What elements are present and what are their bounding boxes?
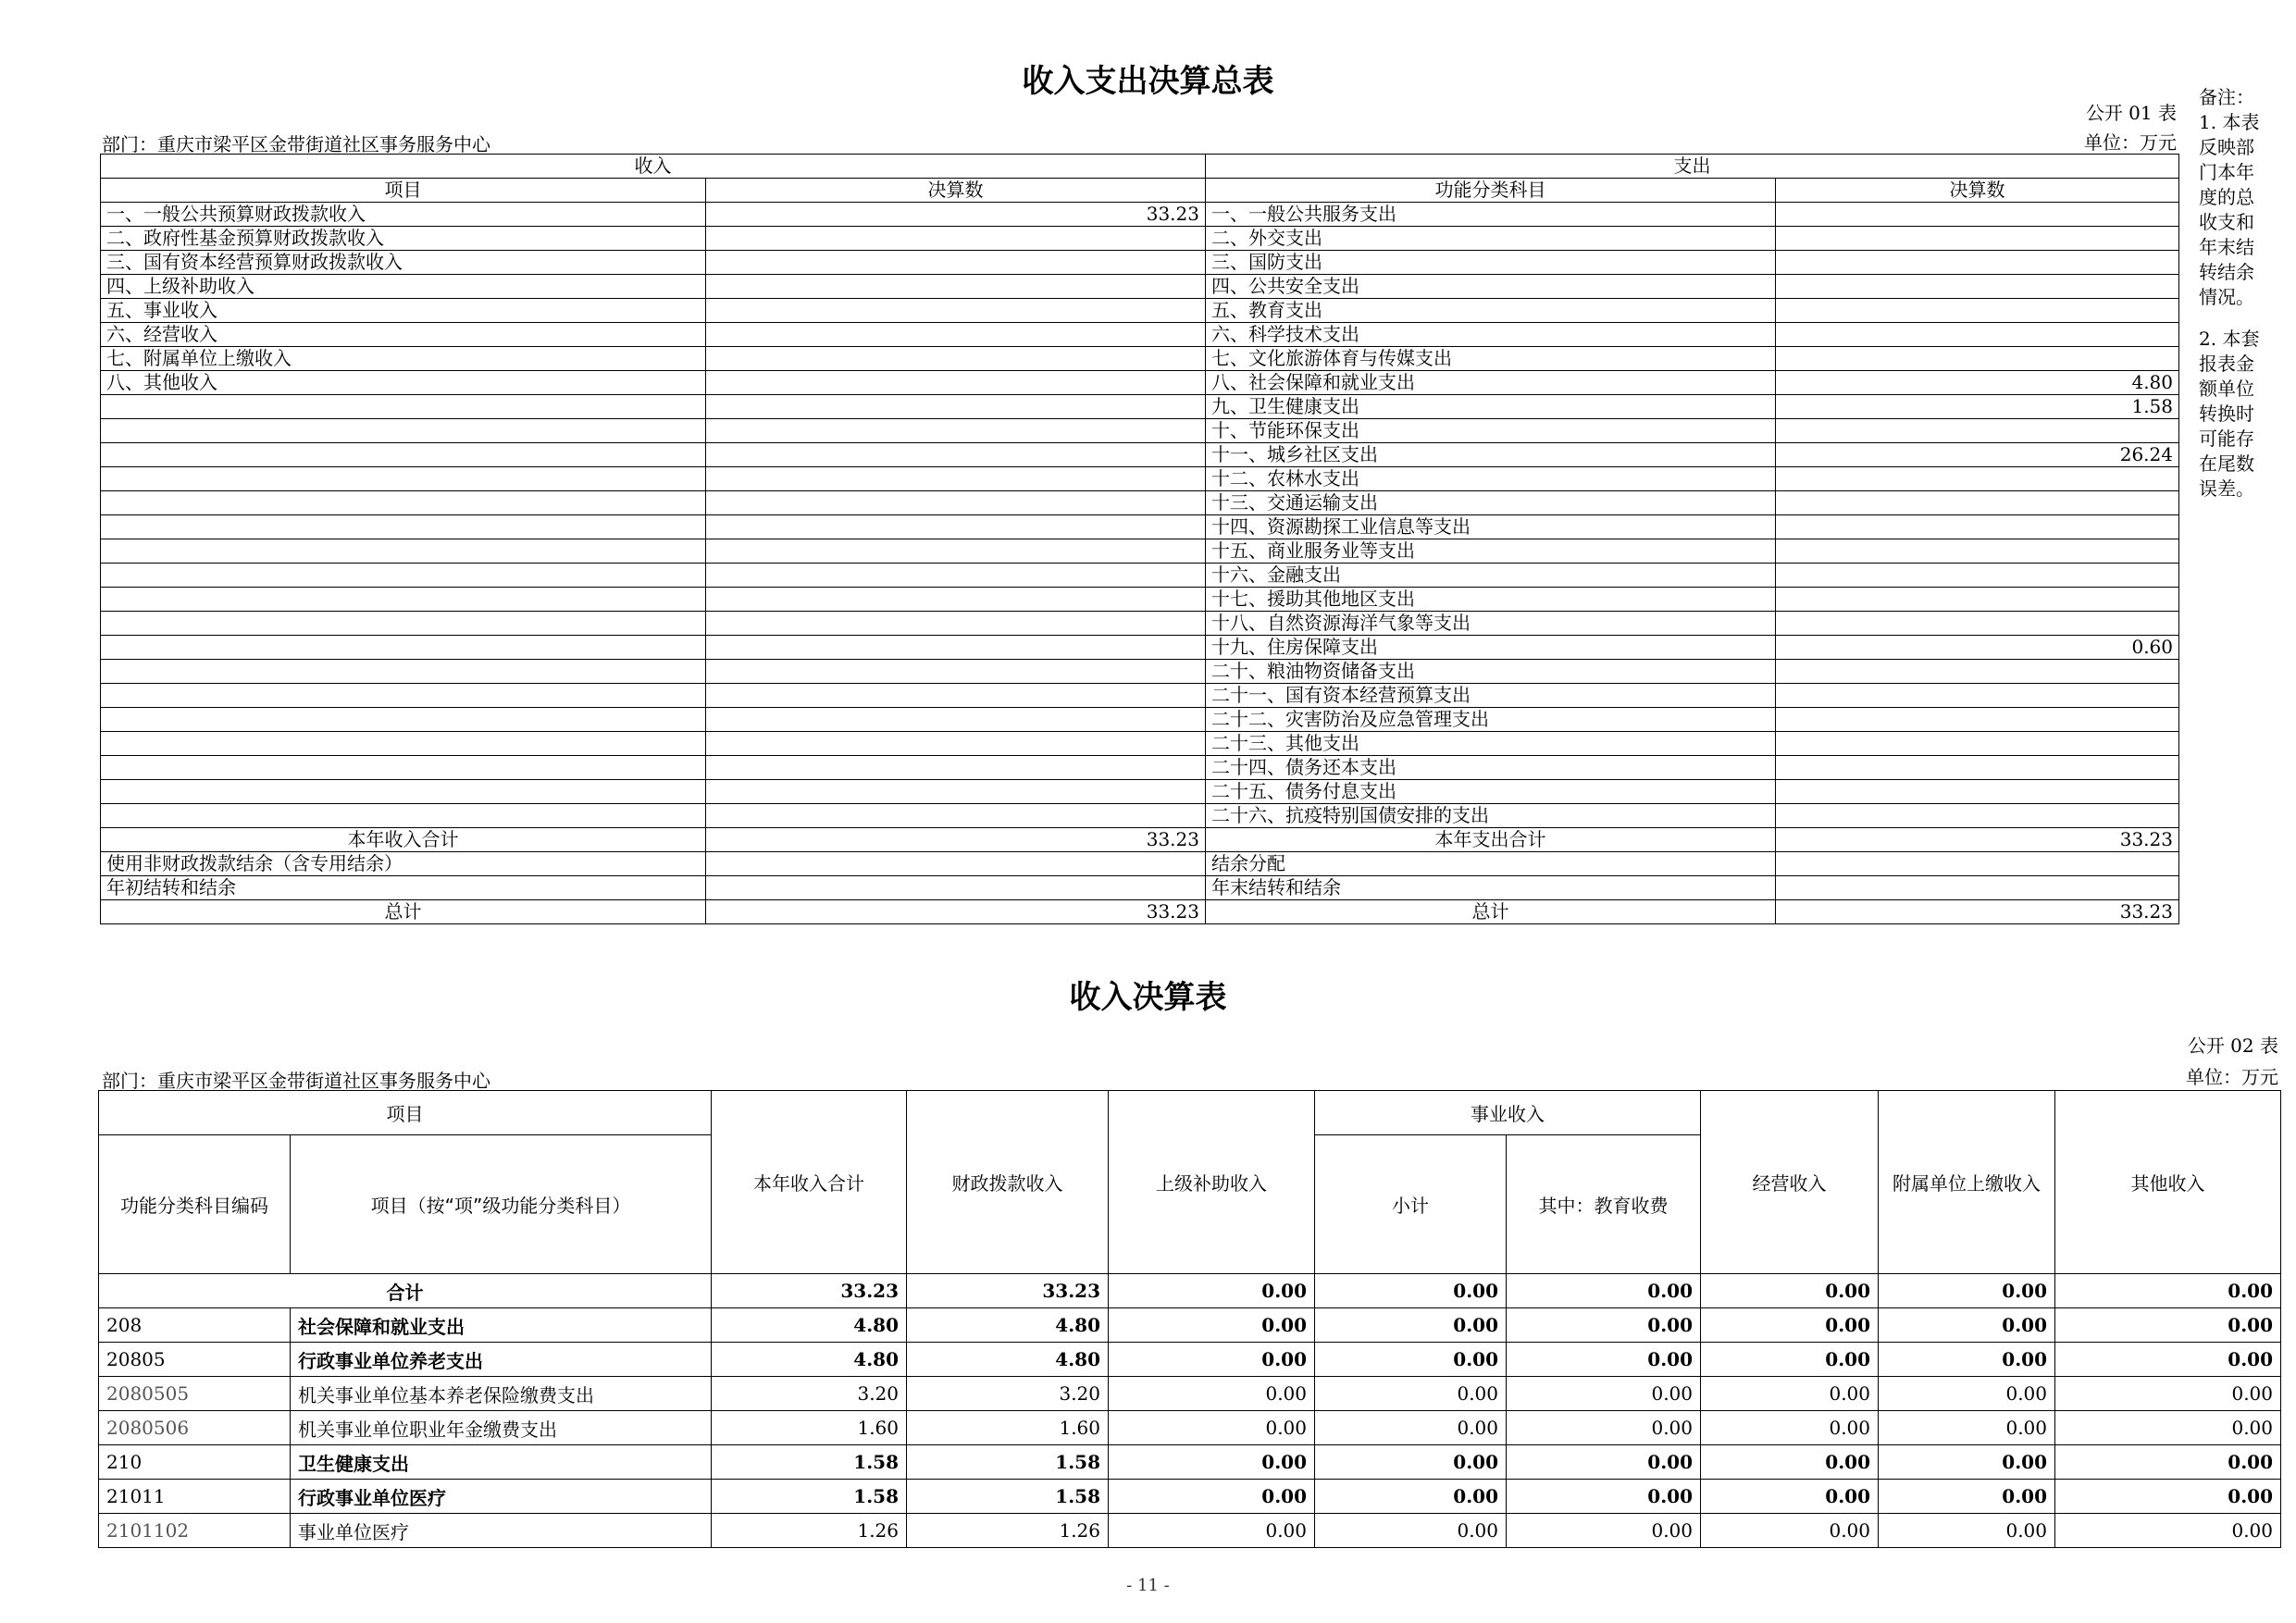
- row-value: 0.00: [1701, 1411, 1879, 1445]
- table1-total-row: [101, 828, 2179, 852]
- expense-value: 4.80: [1776, 371, 2179, 395]
- row-value: 4.80: [712, 1308, 907, 1343]
- expense-item: 二十六、抗疫特别国债安排的支出: [1206, 804, 1776, 828]
- expense-value: [1776, 732, 2179, 756]
- note-1: 备注：1. 本表反映部门本年度的总收支和年末结转结余情况。: [2199, 86, 2260, 308]
- table2-row: [99, 1343, 2281, 1377]
- table2-row: [99, 1377, 2281, 1411]
- table1-row: [101, 395, 2179, 419]
- income-value: [706, 275, 1206, 299]
- table2-unit: 单位：万元: [2186, 1066, 2278, 1088]
- expense-value: [1776, 203, 2179, 227]
- expense-value: [1776, 515, 2179, 539]
- col-item: 项目: [101, 179, 706, 203]
- income-value: [706, 251, 1206, 275]
- table1-group-header: [101, 155, 2179, 179]
- row-value: 0.00: [1701, 1343, 1879, 1377]
- income-item: [101, 756, 706, 780]
- income-expense-summary-table: [100, 154, 2179, 924]
- h-name: 项目（按“项”级功能分类科目）: [291, 1135, 712, 1274]
- row-value: 0.00: [1879, 1411, 2055, 1445]
- row-value: 0.00: [2055, 1343, 2281, 1377]
- h-affiliated: 附属单位上缴收入: [1879, 1091, 2055, 1274]
- expense-value: [1776, 347, 2179, 371]
- row-value: 0.00: [1109, 1377, 1315, 1411]
- income-value: [706, 443, 1206, 467]
- row-value: 1.26: [907, 1514, 1109, 1548]
- sum-value: 33.23: [907, 1274, 1109, 1308]
- expense-item: 五、教育支出: [1206, 299, 1776, 323]
- income-item: [101, 539, 706, 564]
- expense-value: [1776, 564, 2179, 588]
- expense-item: 二十、粮油物资储备支出: [1206, 660, 1776, 684]
- table1-row: [101, 467, 2179, 491]
- expense-value: [1776, 684, 2179, 708]
- income-value: [706, 564, 1206, 588]
- row-value: 1.58: [712, 1480, 907, 1514]
- row-name: 机关事业单位基本养老保险缴费支出: [291, 1377, 712, 1411]
- expense-item: 十六、金融支出: [1206, 564, 1776, 588]
- row-value: 0.00: [1701, 1308, 1879, 1343]
- income-item: [101, 443, 706, 467]
- notes: [2199, 85, 2271, 518]
- row-name: 行政事业单位医疗: [291, 1480, 712, 1514]
- income-item: [101, 612, 706, 636]
- income-item: [101, 804, 706, 828]
- expense-item: 十、节能环保支出: [1206, 419, 1776, 443]
- table1-row: [101, 227, 2179, 251]
- expense-value: 26.24: [1776, 443, 2179, 467]
- income-value: [706, 804, 1206, 828]
- row-value: 1.58: [907, 1445, 1109, 1480]
- expense-item: 十五、商业服务业等支出: [1206, 539, 1776, 564]
- expense-item: 四、公共安全支出: [1206, 275, 1776, 299]
- row-value: 0.00: [1701, 1480, 1879, 1514]
- row-value: 0.00: [1507, 1445, 1701, 1480]
- row-value: 1.58: [907, 1480, 1109, 1514]
- income-item: 一、一般公共预算财政拨款收入: [101, 203, 706, 227]
- row-value: 0.00: [1109, 1445, 1315, 1480]
- income-value: [706, 780, 1206, 804]
- expense-item: 二十四、债务还本支出: [1206, 756, 1776, 780]
- income-item: [101, 660, 706, 684]
- income-item: [101, 780, 706, 804]
- expense-value: 0.60: [1776, 636, 2179, 660]
- table1-row: [101, 804, 2179, 828]
- table1-dept: 部门：重庆市梁平区金带街道社区事务服务中心: [102, 133, 490, 155]
- income-value: [706, 756, 1206, 780]
- row-value: 0.00: [2055, 1308, 2281, 1343]
- income-value: [706, 515, 1206, 539]
- total-income-label: 本年收入合计: [101, 828, 706, 852]
- table1-row: [101, 515, 2179, 539]
- income-value: [706, 299, 1206, 323]
- table1-code: 公开 01 表: [2085, 102, 2177, 124]
- expense-item: 八、社会保障和就业支出: [1206, 371, 1776, 395]
- row-value: 3.20: [712, 1377, 907, 1411]
- income-value: [706, 636, 1206, 660]
- table1-row: [101, 708, 2179, 732]
- sum-value: 0.00: [2055, 1274, 2281, 1308]
- row-code: 21011: [99, 1480, 291, 1514]
- sum-value: 0.00: [1109, 1274, 1315, 1308]
- expense-item: 九、卫生健康支出: [1206, 395, 1776, 419]
- total-expense-value: 33.23: [1776, 828, 2179, 852]
- expense-value: [1776, 660, 2179, 684]
- table2-dept: 部门：重庆市梁平区金带街道社区事务服务中心: [102, 1070, 490, 1092]
- expense-value: [1776, 780, 2179, 804]
- h-business: 事业收入: [1315, 1091, 1701, 1135]
- income-value: [706, 732, 1206, 756]
- table1-row: [101, 203, 2179, 227]
- end-balance-label: 年末结转和结余: [1206, 876, 1776, 900]
- income-item: 二、政府性基金预算财政拨款收入: [101, 227, 706, 251]
- income-item: [101, 467, 706, 491]
- row-value: 0.00: [1507, 1308, 1701, 1343]
- income-value: [706, 660, 1206, 684]
- income-item: [101, 588, 706, 612]
- table1-row: [101, 684, 2179, 708]
- non-fiscal-value: [706, 852, 1206, 876]
- expense-header: 支出: [1206, 155, 2179, 179]
- expense-item: 三、国防支出: [1206, 251, 1776, 275]
- income-item: 五、事业收入: [101, 299, 706, 323]
- table1-row: [101, 732, 2179, 756]
- table1-title: 收入支出决算总表: [1022, 63, 1274, 100]
- expense-item: 十三、交通运输支出: [1206, 491, 1776, 515]
- table1-row: [101, 636, 2179, 660]
- row-value: 0.00: [1879, 1445, 2055, 1480]
- h-total: 本年收入合计: [712, 1091, 907, 1274]
- income-value: [706, 347, 1206, 371]
- col-amount2: 决算数: [1776, 179, 2179, 203]
- row-value: 0.00: [1315, 1445, 1507, 1480]
- income-item: [101, 708, 706, 732]
- income-item: [101, 684, 706, 708]
- row-code: 2080505: [99, 1377, 291, 1411]
- table1-row: [101, 660, 2179, 684]
- table2-row: [99, 1411, 2281, 1445]
- row-code: 2101102: [99, 1514, 291, 1548]
- col-func: 功能分类科目: [1206, 179, 1776, 203]
- row-code: 2080506: [99, 1411, 291, 1445]
- row-name: 行政事业单位养老支出: [291, 1343, 712, 1377]
- table1-row: [101, 491, 2179, 515]
- expense-value: [1776, 227, 2179, 251]
- sum-value: 0.00: [1315, 1274, 1507, 1308]
- income-item: [101, 491, 706, 515]
- table1-nonfiscal-row: [101, 852, 2179, 876]
- note-2: 2. 本套报表金额单位转换时可能存在尾数误差。: [2199, 328, 2260, 500]
- sum-value: 33.23: [712, 1274, 907, 1308]
- row-value: 4.80: [907, 1343, 1109, 1377]
- income-header: 收入: [101, 155, 1206, 179]
- row-value: 0.00: [1315, 1480, 1507, 1514]
- h-code: 功能分类科目编码: [99, 1135, 291, 1274]
- table2-row: [99, 1308, 2281, 1343]
- expense-value: [1776, 756, 2179, 780]
- expense-value: [1776, 804, 2179, 828]
- expense-item: 十二、农林水支出: [1206, 467, 1776, 491]
- income-value: [706, 227, 1206, 251]
- table1-row: [101, 443, 2179, 467]
- income-value: [706, 612, 1206, 636]
- row-value: 0.00: [2055, 1514, 2281, 1548]
- table1-balance-row: [101, 876, 2179, 900]
- income-item: [101, 564, 706, 588]
- row-value: 4.80: [712, 1343, 907, 1377]
- h-edu: 其中：教育收费: [1507, 1135, 1701, 1274]
- row-value: 3.20: [907, 1377, 1109, 1411]
- income-item: 四、上级补助收入: [101, 275, 706, 299]
- table1-row: [101, 275, 2179, 299]
- income-value: [706, 684, 1206, 708]
- expense-item: 十八、自然资源海洋气象等支出: [1206, 612, 1776, 636]
- row-value: 0.00: [1507, 1411, 1701, 1445]
- row-value: 0.00: [2055, 1377, 2281, 1411]
- income-value: [706, 539, 1206, 564]
- row-code: 20805: [99, 1343, 291, 1377]
- row-name: 社会保障和就业支出: [291, 1308, 712, 1343]
- row-name: 机关事业单位职业年金缴费支出: [291, 1411, 712, 1445]
- income-item: [101, 732, 706, 756]
- row-code: 210: [99, 1445, 291, 1480]
- table1-unit: 单位：万元: [2084, 131, 2177, 154]
- row-value: 0.00: [2055, 1411, 2281, 1445]
- expense-value: [1776, 251, 2179, 275]
- table1-row: [101, 371, 2179, 395]
- expense-item: 二、外交支出: [1206, 227, 1776, 251]
- row-code: 208: [99, 1308, 291, 1343]
- sum-value: 0.00: [1507, 1274, 1701, 1308]
- grand-total-left: 33.23: [706, 900, 1206, 924]
- h-other: 其他收入: [2055, 1091, 2281, 1274]
- table1-column-header: [101, 179, 2179, 203]
- begin-balance-label: 年初结转和结余: [101, 876, 706, 900]
- income-item: 七、附属单位上缴收入: [101, 347, 706, 371]
- page-number: - 11 -: [1126, 1576, 1170, 1595]
- table1-row: [101, 299, 2179, 323]
- row-value: 0.00: [1315, 1308, 1507, 1343]
- table1-row: [101, 419, 2179, 443]
- grand-total-label-right: 总计: [1206, 900, 1776, 924]
- row-value: 0.00: [1701, 1514, 1879, 1548]
- table2-row: [99, 1445, 2281, 1480]
- income-item: [101, 395, 706, 419]
- expense-value: [1776, 299, 2179, 323]
- sum-value: 0.00: [1701, 1274, 1879, 1308]
- row-value: 0.00: [1507, 1377, 1701, 1411]
- income-final-table: [98, 1090, 2281, 1548]
- begin-balance-value: [706, 876, 1206, 900]
- table1-row: [101, 756, 2179, 780]
- grand-total-right: 33.23: [1776, 900, 2179, 924]
- expense-value: [1776, 491, 2179, 515]
- expense-item: 二十二、灾害防治及应急管理支出: [1206, 708, 1776, 732]
- income-item: 六、经营收入: [101, 323, 706, 347]
- row-value: 0.00: [1507, 1343, 1701, 1377]
- row-name: 事业单位医疗: [291, 1514, 712, 1548]
- income-value: [706, 467, 1206, 491]
- expense-value: [1776, 467, 2179, 491]
- row-value: 0.00: [1109, 1411, 1315, 1445]
- income-item: [101, 419, 706, 443]
- table2-header-row-1: [99, 1091, 2281, 1135]
- sum-value: 0.00: [1879, 1274, 2055, 1308]
- table1-row: [101, 251, 2179, 275]
- h-fiscal: 财政拨款收入: [907, 1091, 1109, 1274]
- row-value: 0.00: [2055, 1445, 2281, 1480]
- h-upper: 上级补助收入: [1109, 1091, 1315, 1274]
- expense-item: 十七、援助其他地区支出: [1206, 588, 1776, 612]
- row-value: 4.80: [907, 1308, 1109, 1343]
- row-name: 卫生健康支出: [291, 1445, 712, 1480]
- row-value: 0.00: [1109, 1308, 1315, 1343]
- row-value: 0.00: [1507, 1514, 1701, 1548]
- table2-title: 收入决算表: [1069, 979, 1227, 1016]
- row-value: 0.00: [1109, 1343, 1315, 1377]
- expense-item: 二十一、国有资本经营预算支出: [1206, 684, 1776, 708]
- row-value: 0.00: [1879, 1377, 2055, 1411]
- table2-row: [99, 1514, 2281, 1548]
- income-value: 33.23: [706, 203, 1206, 227]
- row-value: 0.00: [1315, 1411, 1507, 1445]
- table1-row: [101, 564, 2179, 588]
- table2-code: 公开 02 表: [2187, 1035, 2278, 1057]
- table1-row: [101, 588, 2179, 612]
- income-item: [101, 636, 706, 660]
- total-income-value: 33.23: [706, 828, 1206, 852]
- income-value: [706, 491, 1206, 515]
- table1-row: [101, 347, 2179, 371]
- table2-row: [99, 1480, 2281, 1514]
- expense-value: [1776, 539, 2179, 564]
- income-value: [706, 419, 1206, 443]
- row-value: 1.60: [712, 1411, 907, 1445]
- non-fiscal-label: 使用非财政拨款结余（含专用结余）: [101, 852, 706, 876]
- income-item: 八、其他收入: [101, 371, 706, 395]
- expense-item: 七、文化旅游体育与传媒支出: [1206, 347, 1776, 371]
- expense-value: [1776, 323, 2179, 347]
- row-value: 0.00: [1315, 1377, 1507, 1411]
- table1-row: [101, 539, 2179, 564]
- end-balance-value: [1776, 876, 2179, 900]
- expense-item: 十九、住房保障支出: [1206, 636, 1776, 660]
- row-value: 0.00: [1109, 1480, 1315, 1514]
- expense-value: [1776, 612, 2179, 636]
- row-value: 0.00: [1701, 1377, 1879, 1411]
- row-value: 1.58: [712, 1445, 907, 1480]
- row-value: 0.00: [1879, 1514, 2055, 1548]
- table1-grand-total-row: [101, 900, 2179, 924]
- surplus-dist-value: [1776, 852, 2179, 876]
- row-value: 0.00: [1315, 1343, 1507, 1377]
- h-item: 项目: [99, 1091, 712, 1135]
- expense-item: 二十三、其他支出: [1206, 732, 1776, 756]
- surplus-dist-label: 结余分配: [1206, 852, 1776, 876]
- table2-sum-row: [99, 1274, 2281, 1308]
- row-value: 0.00: [1315, 1514, 1507, 1548]
- expense-item: 十四、资源勘探工业信息等支出: [1206, 515, 1776, 539]
- table1-row: [101, 612, 2179, 636]
- expense-item: 一、一般公共服务支出: [1206, 203, 1776, 227]
- table1-row: [101, 780, 2179, 804]
- expense-value: 1.58: [1776, 395, 2179, 419]
- row-value: 0.00: [1879, 1308, 2055, 1343]
- table1-row: [101, 323, 2179, 347]
- h-operating: 经营收入: [1701, 1091, 1879, 1274]
- h-subtotal: 小计: [1315, 1135, 1507, 1274]
- income-value: [706, 323, 1206, 347]
- row-value: 1.60: [907, 1411, 1109, 1445]
- expense-value: [1776, 588, 2179, 612]
- row-value: 0.00: [1879, 1480, 2055, 1514]
- expense-item: 十一、城乡社区支出: [1206, 443, 1776, 467]
- income-item: [101, 515, 706, 539]
- row-value: 0.00: [1879, 1343, 2055, 1377]
- expense-value: [1776, 275, 2179, 299]
- income-value: [706, 708, 1206, 732]
- total-expense-label: 本年支出合计: [1206, 828, 1776, 852]
- col-amount: 决算数: [706, 179, 1206, 203]
- sum-label: 合计: [99, 1274, 712, 1308]
- income-value: [706, 588, 1206, 612]
- row-value: 1.26: [712, 1514, 907, 1548]
- income-item: 三、国有资本经营预算财政拨款收入: [101, 251, 706, 275]
- expense-value: [1776, 419, 2179, 443]
- expense-item: 六、科学技术支出: [1206, 323, 1776, 347]
- row-value: 0.00: [1507, 1480, 1701, 1514]
- grand-total-label-left: 总计: [101, 900, 706, 924]
- expense-item: 二十五、债务付息支出: [1206, 780, 1776, 804]
- income-value: [706, 371, 1206, 395]
- expense-value: [1776, 708, 2179, 732]
- income-value: [706, 395, 1206, 419]
- row-value: 0.00: [2055, 1480, 2281, 1514]
- row-value: 0.00: [1109, 1514, 1315, 1548]
- row-value: 0.00: [1701, 1445, 1879, 1480]
